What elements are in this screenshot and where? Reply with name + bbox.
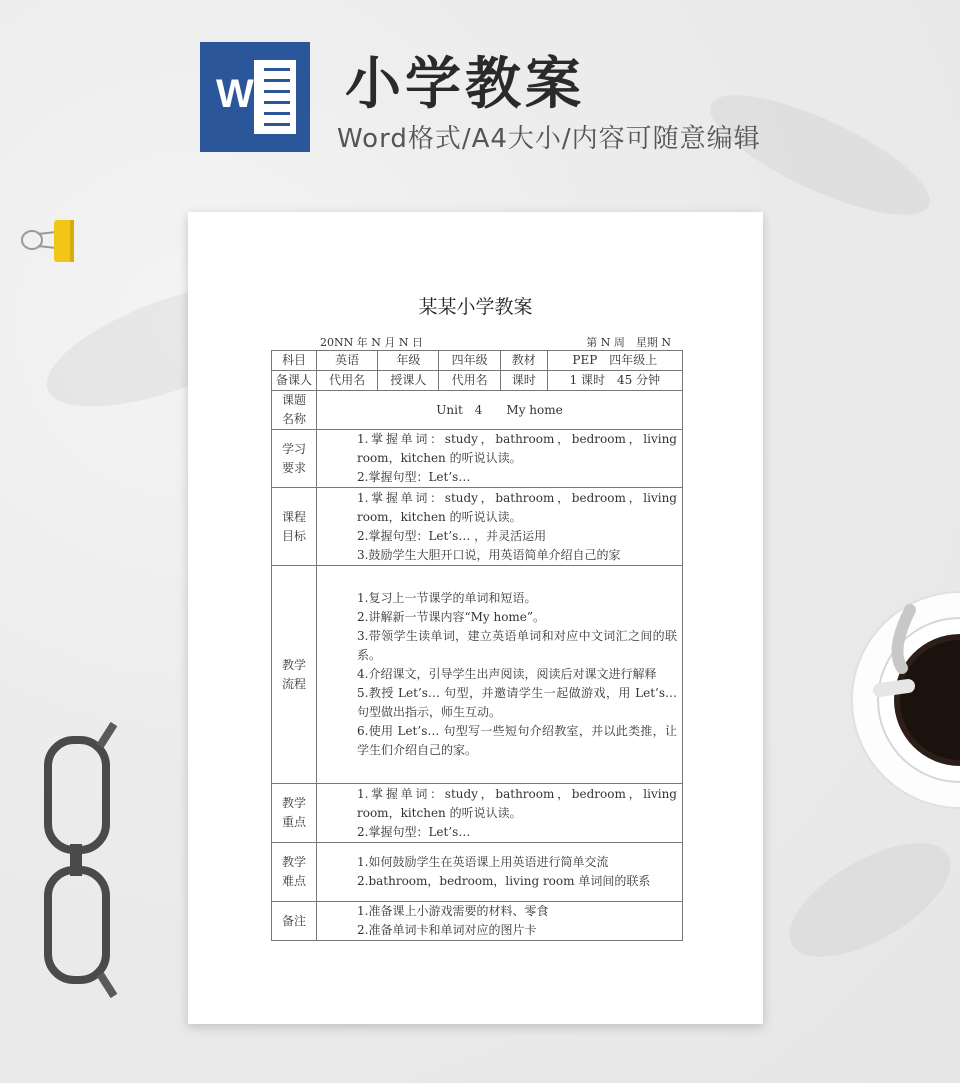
section-label-line: 课程 (281, 509, 306, 524)
lesson-plan-page (188, 212, 763, 1024)
coffee-cup-icon (850, 590, 960, 810)
content-line: 1.掌握单词：study，bathroom，bedroom，living room，kitchen 的听说认读。 (357, 786, 677, 820)
section-label (272, 784, 317, 843)
hero-subtitle: Word格式/A4大小/内容可随意编辑 (337, 124, 761, 154)
section-label-line: 目标 (281, 528, 306, 543)
section-label-line: 重点 (281, 815, 306, 829)
key-points (317, 784, 683, 843)
section-label-line: 教学 (281, 855, 306, 869)
table-row (272, 391, 683, 430)
hero-title: 小学教案 (345, 52, 585, 117)
word-page-graphic (254, 60, 296, 134)
table-row (272, 430, 683, 488)
grade-label: 年级 (378, 351, 439, 371)
content-line: 4.介绍课文，引导学生出声阅读，阅读后对课文进行解释 (357, 667, 657, 681)
section-label-line: 教学 (281, 796, 306, 810)
table-row (272, 843, 683, 902)
table-row (272, 566, 683, 784)
section-label-line: 难点 (281, 874, 306, 888)
content-line: 2.掌握句型：Let’s… ，并灵活运用 (357, 528, 547, 543)
section-label-line: 备注 (281, 913, 306, 928)
document-title: 某某小学教案 (418, 296, 533, 318)
content-line: 1.复习上一节课学的单词和短语。 (357, 591, 537, 605)
table-row (272, 371, 683, 391)
period-label: 课时 (500, 371, 547, 391)
topic-label-line: 名称 (281, 412, 306, 426)
content-line: 5.教授 Let’s… 句型，并邀请学生一起做游戏，用 Let’s… 句型做出指示，师生互动。 (357, 686, 677, 719)
topic-label (272, 391, 317, 430)
subject-label: 科目 (272, 351, 317, 371)
subject-value: 英语 (317, 351, 378, 371)
content-line: 3.鼓励学生大胆开口说，用英语简单介绍自己的家 (357, 547, 621, 562)
topic-label-line: 课题 (281, 393, 306, 407)
content-line: 6.使用 Let’s… 句型写一些短句介绍教室，并以此类推，让学生们介绍自己的家。 (357, 724, 677, 757)
textbook-label: 教材 (500, 351, 547, 371)
section-label-line: 教学 (281, 657, 306, 672)
glasses-icon (40, 720, 120, 1000)
content-line: 1.准备课上小游戏需要的材料、零食 (357, 904, 549, 918)
content-line: 3.带领学生读单词，建立英语单词和对应中文词汇之间的联系。 (357, 629, 677, 662)
content-line: 2.准备单词卡和单词对应的图片卡 (357, 923, 537, 937)
difficult-points (317, 843, 683, 902)
teacher-label: 授课人 (378, 371, 439, 391)
document-week: 第 N 周 星期 N (586, 336, 671, 349)
section-label-line: 要求 (281, 460, 306, 475)
table-row (272, 488, 683, 566)
section-label-line: 流程 (281, 676, 306, 691)
topic-value: Unit 4 My home (317, 391, 683, 430)
preparer-value: 代用名 (317, 371, 378, 391)
content-line: 1.掌握单词：study，bathroom，bedroom，living room，kitchen 的听说认读。 (357, 490, 677, 524)
content-line: 1.掌握单词：study，bathroom，bedroom，living room，kitchen 的听说认读。 (357, 432, 677, 465)
preparer-label: 备课人 (272, 371, 317, 391)
content-line: 2.掌握句型：Let’s… (357, 470, 471, 484)
section-label (272, 843, 317, 902)
content-line: 2.讲解新一节课内容“My home”。 (357, 610, 546, 624)
content-line: 2.掌握句型：Let’s… (357, 824, 471, 839)
period-value: 1 课时 45 分钟 (547, 371, 682, 391)
section-label-line: 学习 (281, 441, 306, 456)
binder-clip-icon (20, 218, 80, 266)
teaching-process (317, 566, 683, 784)
table-row (272, 784, 683, 843)
section-label (272, 566, 317, 784)
table-row (272, 902, 683, 941)
lesson-plan-table (271, 350, 683, 941)
section-label (272, 488, 317, 566)
course-objectives (317, 488, 683, 566)
remarks (317, 902, 683, 941)
learning-requirements (317, 430, 683, 488)
section-label (272, 430, 317, 488)
teacher-value: 代用名 (439, 371, 500, 391)
grade-value: 四年级 (439, 351, 500, 371)
word-logo-letter: W (216, 72, 252, 116)
section-label (272, 902, 317, 941)
document-date: 20NN 年 N 月 N 日 (320, 336, 423, 349)
content-line: 2.bathroom，bedroom，living room 单词间的联系 (357, 874, 651, 888)
word-logo-icon (200, 42, 310, 152)
table-row (272, 351, 683, 371)
textbook-value: PEP 四年级上 (547, 351, 682, 371)
content-line: 1.如何鼓励学生在英语课上用英语进行简单交流 (357, 855, 609, 869)
